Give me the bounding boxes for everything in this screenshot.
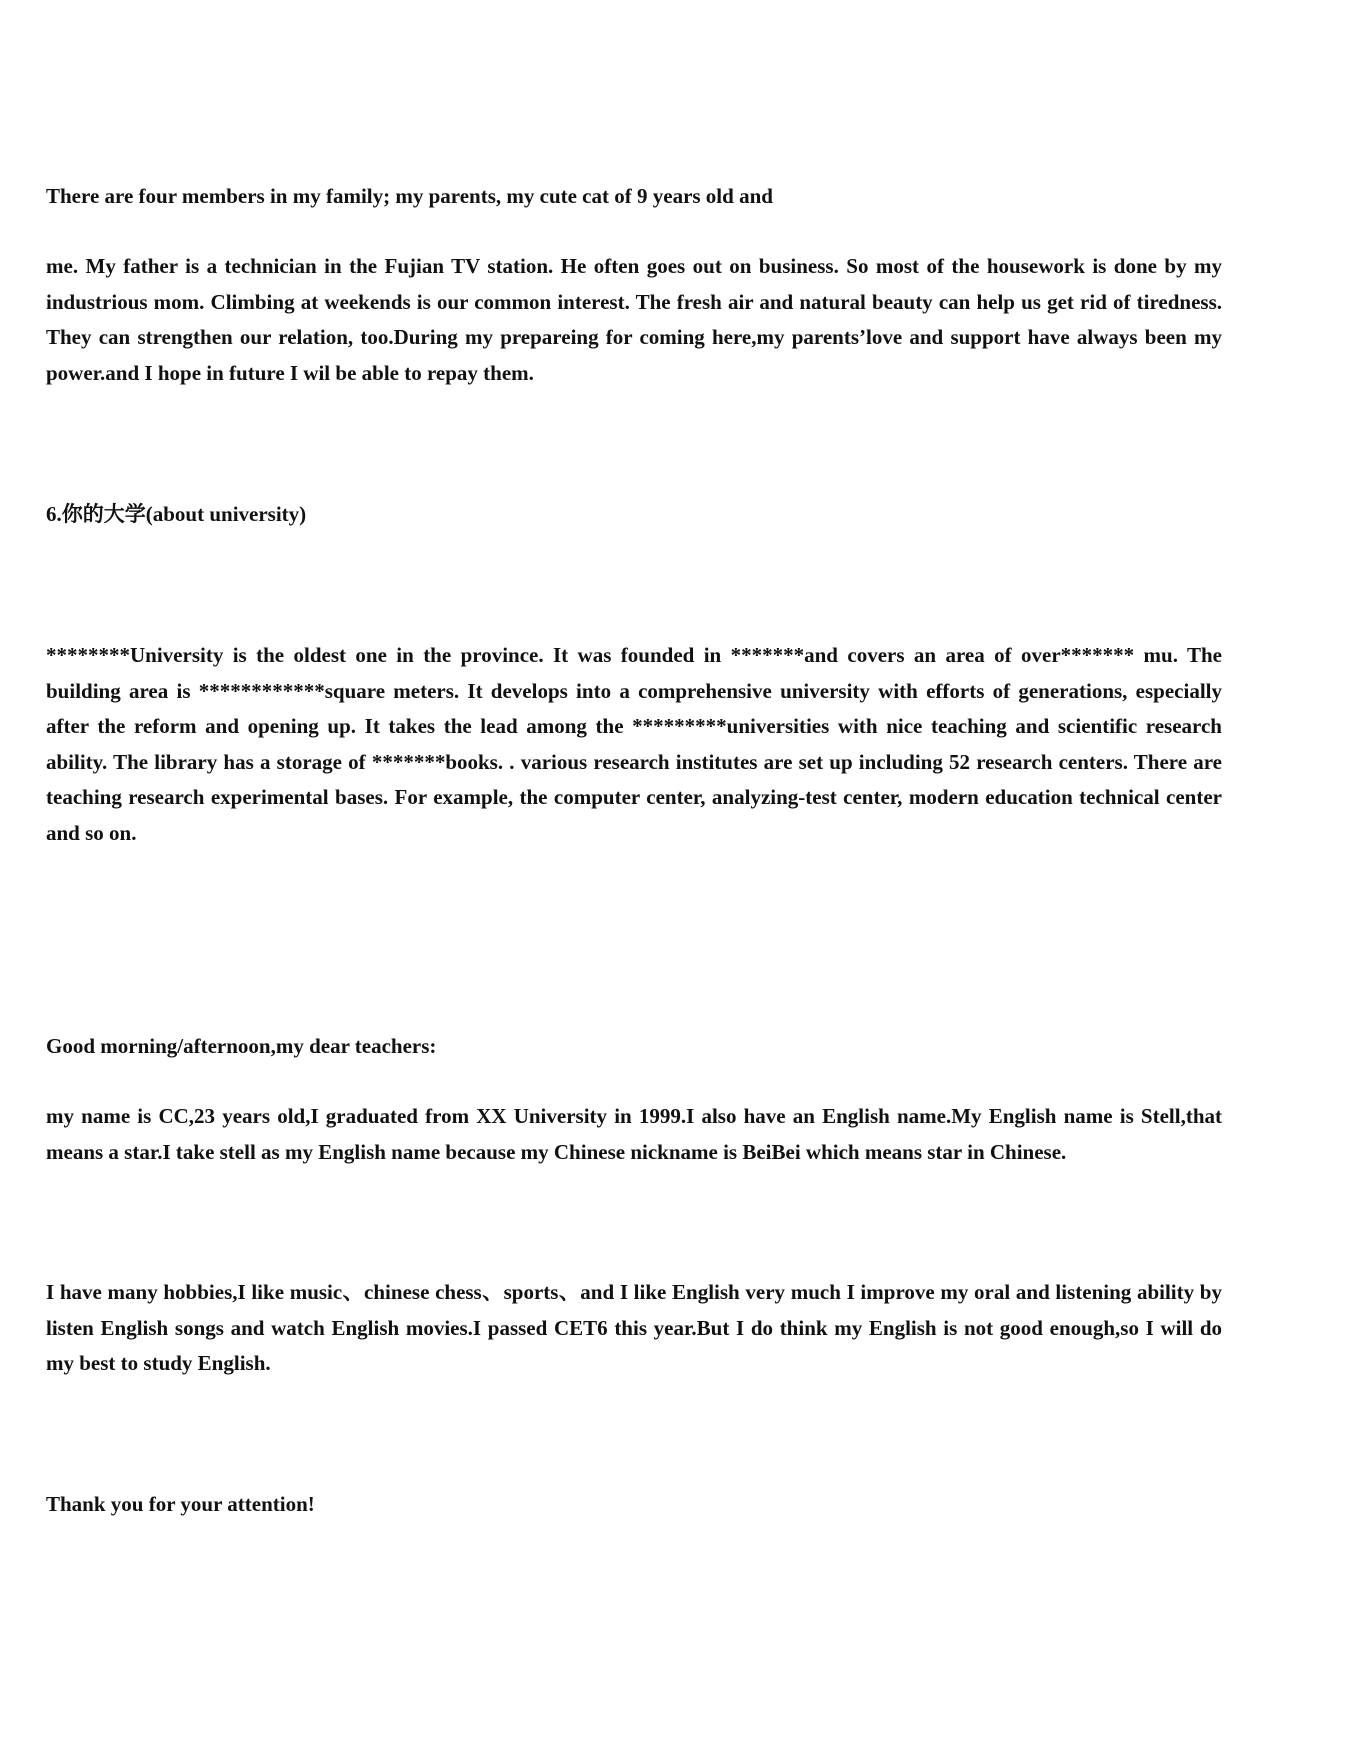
hobbies-paragraph: I have many hobbies,I like music、chinese chess、sports、and I like English very much I improve my oral and listening ability by listen English songs and watch English movies.I passed CET6 this year.But I do think my English is not good enough,so I will do my best to study English.: [46, 1280, 1222, 1375]
closing-line: Thank you for your attention!: [46, 1492, 315, 1516]
university-body-paragraph: ********University is the oldest one in the province. It was founded in *******and covers an area of over******* mu. The building area is ************square meters. It develops into a comprehensive university with efforts of generations, especially after the reform and opening up. It takes the lead among the *********universities with nice teaching and scientific research ability. The library has a storage of *******books. . various research institutes are set up including 52 research centers. There are teaching research experimental bases. For example, the computer center, analyzing-test center, modern education technical center and so on.: [46, 643, 1222, 845]
family-body-paragraph: me. My father is a technician in the Fujian TV station. He often goes out on business. So most of the housework is done by my industrious mom. Climbing at weekends is our common interest. The fresh air and natural beauty can help us get rid of tiredness. They can strengthen our relation, too.During my prepareing for coming here,my parents’love and support have always been my power.and I hope in future I wil be able to repay them.: [46, 254, 1222, 385]
family-intro-paragraph: There are four members in my family; my parents, my cute cat of 9 years old and: [46, 184, 773, 208]
name-intro-paragraph: my name is CC,23 years old,I graduated from XX University in 1999.I also have an English name.My English name is Stell,that means a star.I take stell as my English name because my Chinese nickname is BeiBei which means star in Chinese.: [46, 1104, 1222, 1164]
greeting-line: Good morning/afternoon,my dear teachers:: [46, 1034, 437, 1058]
section-heading-university: 6.你的大学(about university): [46, 502, 307, 526]
